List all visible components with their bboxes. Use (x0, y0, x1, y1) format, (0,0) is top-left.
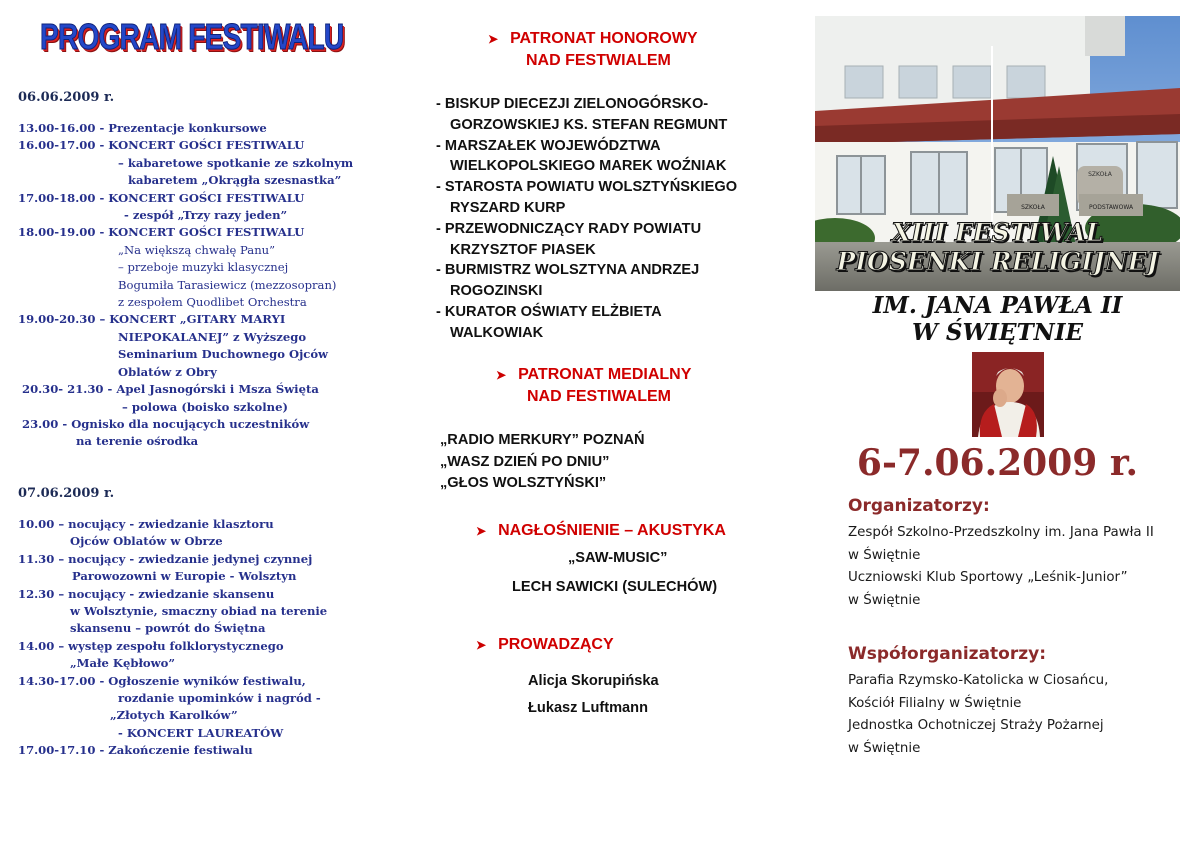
sound-heading: ➤ NAGŁOŚNIENIE – AKUSTYKA (476, 520, 726, 542)
honorary-patrons-list (436, 94, 737, 344)
honorary-heading: ➤ PATRONAT HONOROWY NAD FESTWIALEM (488, 30, 698, 69)
arrow-bullet-icon: ➤ (488, 32, 499, 46)
schedule-line: 19.00-20.30 – KONCERT „GITARY MARYI (18, 312, 286, 327)
media-line: „WASZ DZIEŃ PO DNIU” (440, 453, 610, 470)
schedule-line: 17.00-17.10 - Zakończenie festiwalu (18, 743, 253, 758)
schedule-line: NIEPOKALANEJ” z Wyższego (118, 329, 307, 344)
day1-date: 06.06.2009 r. (18, 90, 115, 105)
schedule-line: 20.30- 21.30 - Apel Jasnogórski i Msza Święta (22, 382, 319, 397)
sign-top-text: SZKOŁA (1088, 171, 1112, 178)
day2-date: 07.06.2009 r. (18, 486, 115, 501)
day1-schedule (0, 120, 353, 451)
schedule-line: Parowozowni w Europie - Wolsztyn (72, 569, 297, 584)
co-organizers-heading: Współorganizatorzy: (848, 644, 1046, 664)
schedule-line: 10.00 – nocujący - zwiedzanie klasztoru (18, 517, 274, 531)
hosts-heading: ➤ PROWADZĄCY (476, 634, 614, 656)
arrow-bullet-icon: ➤ (476, 638, 487, 652)
sound-person: LECH SAWICKI (SULECHÓW) (512, 579, 718, 595)
schedule-line: 13.00-16.00 - Prezentacje konkursowe (18, 121, 267, 135)
organizers-list (848, 522, 1154, 612)
media-patrons-list (440, 430, 645, 495)
patron-line: ROGOZINSKI (450, 283, 543, 300)
festival-dates: 6-7.06.2009 r. (856, 442, 1139, 484)
schedule-line: 18.00-19.00 - KONCERT GOŚCI FESTIWALU (18, 225, 305, 240)
schedule-line: 14.00 – występ zespołu folklorystycznego (18, 638, 284, 653)
schedule-line: Ojców Oblatów w Obrze (70, 534, 223, 549)
organizers-heading: Organizatorzy: (848, 496, 990, 516)
schedule-line: Oblatów z Obry (118, 364, 217, 379)
patron-line: - PRZEWODNICZĄCY RADY POWIATU (436, 220, 702, 237)
arrow-bullet-icon: ➤ (496, 368, 507, 382)
schedule-line: – kabaretowe spotkanie ze szkolnym (118, 155, 354, 170)
patron-line: GORZOWSKIEJ KS. STEFAN REGMUNT (450, 116, 728, 133)
co-organizer-line: Kościół Filialny w Świętnie (848, 695, 1022, 711)
schedule-line: „Małe Kębłowo” (70, 656, 176, 671)
program-title: PROGRAM FESTIWALU (40, 16, 344, 57)
sign-right-text: PODSTAWOWA (1088, 204, 1134, 211)
co-organizer-line: w Świętnie (848, 740, 921, 756)
pope-portrait-photo (972, 352, 1044, 437)
co-organizers-list (848, 670, 1108, 760)
schedule-line: 23.00 - Ognisko dla nocujących uczestników (22, 416, 310, 431)
patron-line: - BISKUP DIECEZJI ZIELONOGÓRSKO- (436, 96, 709, 112)
schedule-line: skansenu – powrót do Świętna (70, 621, 266, 636)
arrow-bullet-icon: ➤ (476, 524, 487, 538)
patron-line: - KURATOR OŚWIATY ELŻBIETA (436, 303, 662, 320)
host-name: Łukasz Luftmann (528, 700, 648, 716)
schedule-line: rozdanie upominków i nagród - (118, 691, 321, 706)
schedule-line: – polowa (boisko szkolne) (122, 399, 288, 414)
schedule-line: z zespołem Quodlibet Orchestra (118, 295, 307, 310)
schedule-line: na terenie ośrodka (76, 434, 199, 449)
schedule-line: „Złotych Karolków” (110, 708, 238, 723)
schedule-line: „Na większą chwałę Panu” (118, 242, 276, 257)
schedule-line: kabaretem „Okrągła szesnastka” (128, 173, 342, 188)
schedule-line: 12.30 – nocujący - zwiedzanie skansenu (18, 586, 275, 601)
co-organizer-line: Parafia Rzymsko-Katolicka w Ciosańcu, (848, 673, 1109, 688)
host-name: Alicja Skorupińska (528, 673, 659, 689)
patron-line: KRZYSZTOF PIASEK (450, 241, 596, 258)
patron-line: WIELKOPOLSKIEGO MAREK WOŹNIAK (450, 158, 727, 175)
schedule-line: 11.30 – nocujący - zwiedzanie jedynej czynnej (18, 551, 313, 566)
schedule-line: 17.00-18.00 - KONCERT GOŚCI FESTIWALU (18, 190, 305, 205)
patron-line: WALKOWIAK (450, 324, 544, 341)
day2-schedule (0, 516, 327, 760)
schedule-line: - zespół „Trzy razy jeden” (124, 208, 288, 223)
organizer-line: Zespół Szkolno-Przedszkolny im. Jana Pawła II (848, 525, 1154, 540)
schedule-line: – przeboje muzyki klasycznej (118, 260, 289, 275)
co-organizer-line: Jednostka Ochotniczej Straży Pożarnej (848, 718, 1104, 733)
media-heading: ➤ PATRONAT MEDIALNY NAD FESTIWALEM (496, 366, 692, 405)
schedule-line: Seminarium Duchownego Ojców (118, 347, 329, 362)
patron-line: - BURMISTRZ WOLSZTYNA ANDRZEJ (436, 262, 700, 279)
organizer-line: w Świętnie (848, 547, 921, 563)
festival-patron: IM. JANA PAWŁA II W ŚWIĘTNIE (872, 292, 1123, 346)
media-line: „RADIO MERKURY” POZNAŃ (440, 432, 645, 448)
schedule-line: 14.30-17.00 - Ogłoszenie wyników festiwalu, (18, 673, 306, 688)
media-line: „GŁOS WOLSZTYŃSKI” (440, 475, 607, 491)
schedule-line: - KONCERT LAUREATÓW (118, 725, 284, 740)
organizer-line: Uczniowski Klub Sportowy „Leśnik-Junior” (848, 570, 1128, 585)
sound-company: „SAW-MUSIC” (568, 550, 668, 566)
patron-line: - MARSZAŁEK WOJEWÓDZTWA (436, 137, 661, 154)
schedule-line: Bogumiła Tarasiewicz (mezzosopran) (118, 277, 337, 292)
schedule-line: w Wolsztynie, smaczny obiad na terenie (70, 604, 328, 619)
patron-line: - STAROSTA POWIATU WOLSZTYŃSKIEGO (436, 179, 738, 196)
schedule-line: 16.00-17.00 - KONCERT GOŚCI FESTIWALU (18, 138, 305, 153)
festival-title: XIII FESTIWAL PIOSENKI RELIGIJNEJ (836, 218, 1159, 276)
sign-left-text: SZKOŁA (1021, 204, 1045, 211)
hosts-list (528, 668, 659, 722)
organizer-line: w Świętnie (848, 592, 921, 608)
patron-line: RYSZARD KURP (450, 199, 566, 216)
